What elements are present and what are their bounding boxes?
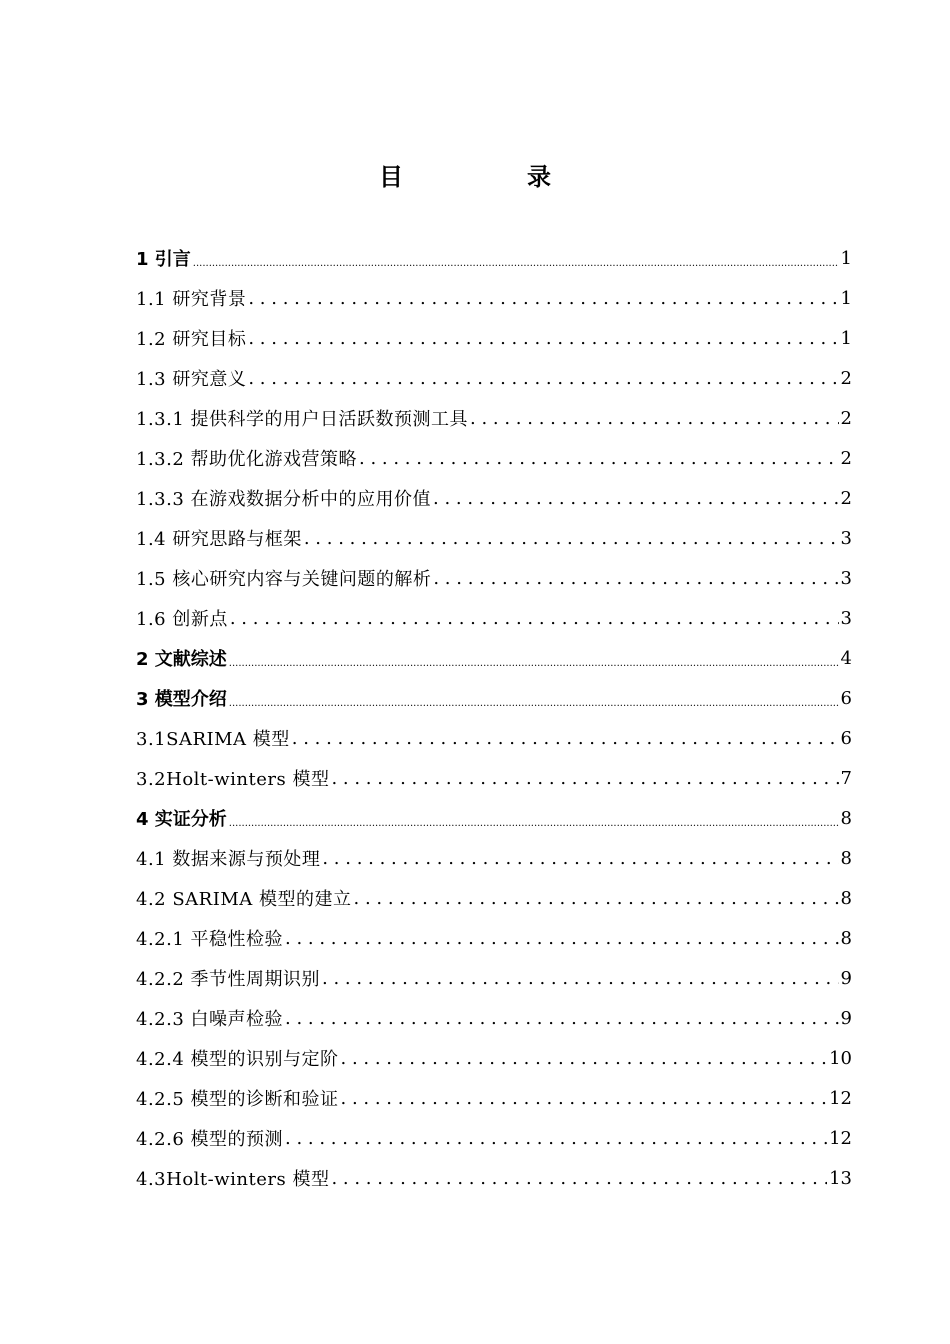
toc-entry[interactable] <box>136 438 852 478</box>
toc-entry-title: 2 文献综述 <box>136 649 227 670</box>
toc-dot-leader <box>359 448 839 469</box>
toc-dot-leader <box>331 1168 827 1189</box>
toc-dot-leader <box>341 1048 828 1069</box>
toc-entry-title: 4.2.1 平稳性检验 <box>136 929 284 950</box>
toc-entry[interactable] <box>136 798 852 838</box>
toc-entry-title: 1.4 研究思路与框架 <box>136 529 302 550</box>
toc-entry[interactable] <box>136 238 852 278</box>
toc-entry-page-number: 8 <box>840 847 852 869</box>
toc-entry-page-number: 3 <box>840 567 852 589</box>
toc-entry-page-number: 3 <box>840 607 852 629</box>
toc-entry[interactable] <box>136 878 852 918</box>
toc-entry[interactable] <box>136 518 852 558</box>
toc-entry-page-number: 1 <box>840 287 852 309</box>
toc-dot-leader <box>304 528 839 549</box>
toc-entry-title: 1.3.2 帮助优化游戏营策略 <box>136 449 358 470</box>
toc-entry[interactable] <box>136 678 852 718</box>
toc-entry-page-number: 9 <box>840 1007 852 1029</box>
toc-entry[interactable] <box>136 478 852 518</box>
toc-dot-leader <box>354 888 839 909</box>
toc-entry[interactable] <box>136 1038 852 1078</box>
toc-entry[interactable] <box>136 838 852 878</box>
toc-entry[interactable] <box>136 398 852 438</box>
toc-entry-page-number: 4 <box>840 647 852 669</box>
toc-dot-leader <box>248 288 838 309</box>
toc-entry[interactable] <box>136 358 852 398</box>
toc-dot-leader <box>322 968 839 989</box>
toc-entry-title: 1.1 研究背景 <box>136 289 247 310</box>
toc-entry-page-number: 9 <box>840 967 852 989</box>
toc-entry-page-number: 12 <box>829 1127 852 1149</box>
toc-entry-page-number: 2 <box>840 447 852 469</box>
toc-entry[interactable] <box>136 1158 852 1198</box>
toc-entry-title: 4.1 数据来源与预处理 <box>136 849 321 870</box>
toc-entry-title: 1.3.3 在游戏数据分析中的应用价值 <box>136 489 432 510</box>
toc-entry-page-number: 13 <box>829 1167 852 1189</box>
toc-entry[interactable] <box>136 318 852 358</box>
toc-entry-page-number: 1 <box>840 247 852 269</box>
toc-entry-title: 3 模型介绍 <box>136 689 227 710</box>
toc-dot-leader <box>341 1088 828 1109</box>
toc-dot-leader <box>193 258 839 269</box>
toc-entry-title: 4 实证分析 <box>136 809 227 830</box>
toc-entry-page-number: 8 <box>840 887 852 909</box>
toc-entry[interactable] <box>136 758 852 798</box>
toc-entry-title: 4.2 SARIMA 模型的建立 <box>136 889 352 910</box>
toc-dot-leader <box>433 568 838 589</box>
toc-entry-title: 3.1SARIMA 模型 <box>136 729 290 750</box>
toc-entry[interactable] <box>136 1118 852 1158</box>
toc-entry[interactable] <box>136 278 852 318</box>
toc-dot-leader <box>285 1128 827 1149</box>
toc-entry-title: 4.2.5 模型的诊断和验证 <box>136 1089 339 1110</box>
toc-entry-title: 3.2Holt-winters 模型 <box>136 769 330 790</box>
toc-dot-leader <box>285 1008 839 1029</box>
toc-entry-title: 1.3 研究意义 <box>136 369 247 390</box>
toc-entry-title: 1.6 创新点 <box>136 609 228 630</box>
toc-entry-page-number: 6 <box>840 687 852 709</box>
toc-entry-title: 4.2.4 模型的识别与定阶 <box>136 1049 339 1070</box>
toc-entry[interactable] <box>136 998 852 1038</box>
toc-entry-page-number: 7 <box>840 767 852 789</box>
toc-entry-page-number: 1 <box>840 327 852 349</box>
toc-entry-page-number: 6 <box>840 727 852 749</box>
toc-entry-title: 1 引言 <box>136 249 191 270</box>
toc-dot-leader <box>433 488 839 509</box>
toc-entry-page-number: 3 <box>840 527 852 549</box>
toc-dot-leader <box>470 408 839 429</box>
toc-entry-page-number: 2 <box>840 367 852 389</box>
toc-entry[interactable] <box>136 718 852 758</box>
toc-entry-title: 4.2.6 模型的预测 <box>136 1129 284 1150</box>
toc-dot-leader <box>331 768 838 789</box>
toc-title: 目 录 <box>379 163 601 191</box>
toc-entry-title: 4.2.2 季节性周期识别 <box>136 969 321 990</box>
toc-entry-page-number: 2 <box>840 487 852 509</box>
toc-dot-leader <box>229 658 839 669</box>
toc-entry-title: 1.2 研究目标 <box>136 329 247 350</box>
toc-entry[interactable] <box>136 918 852 958</box>
toc-entry-title: 1.5 核心研究内容与关键问题的解析 <box>136 569 432 590</box>
toc-dot-leader <box>292 728 839 749</box>
toc-dot-leader <box>229 698 839 709</box>
toc-dot-leader <box>248 328 838 349</box>
toc-entry[interactable] <box>136 1078 852 1118</box>
toc-dot-leader <box>230 608 839 629</box>
toc-entry-title: 1.3.1 提供科学的用户日活跃数预测工具 <box>136 409 469 430</box>
toc-dot-leader <box>322 848 838 869</box>
toc-entry[interactable] <box>136 638 852 678</box>
toc-entry[interactable] <box>136 598 852 638</box>
toc-entry-title: 4.2.3 白噪声检验 <box>136 1009 284 1030</box>
toc-entry[interactable] <box>136 558 852 598</box>
toc-list <box>136 238 852 1198</box>
toc-entry-title: 4.3Holt-winters 模型 <box>136 1169 330 1190</box>
toc-entry-page-number: 10 <box>829 1047 852 1069</box>
toc-entry-page-number: 12 <box>829 1087 852 1109</box>
toc-entry[interactable] <box>136 958 852 998</box>
toc-entry-page-number: 8 <box>840 807 852 829</box>
toc-entry-page-number: 8 <box>840 927 852 949</box>
toc-entry-page-number: 2 <box>840 407 852 429</box>
toc-dot-leader <box>248 368 838 389</box>
toc-dot-leader <box>285 928 839 949</box>
toc-dot-leader <box>229 818 839 829</box>
